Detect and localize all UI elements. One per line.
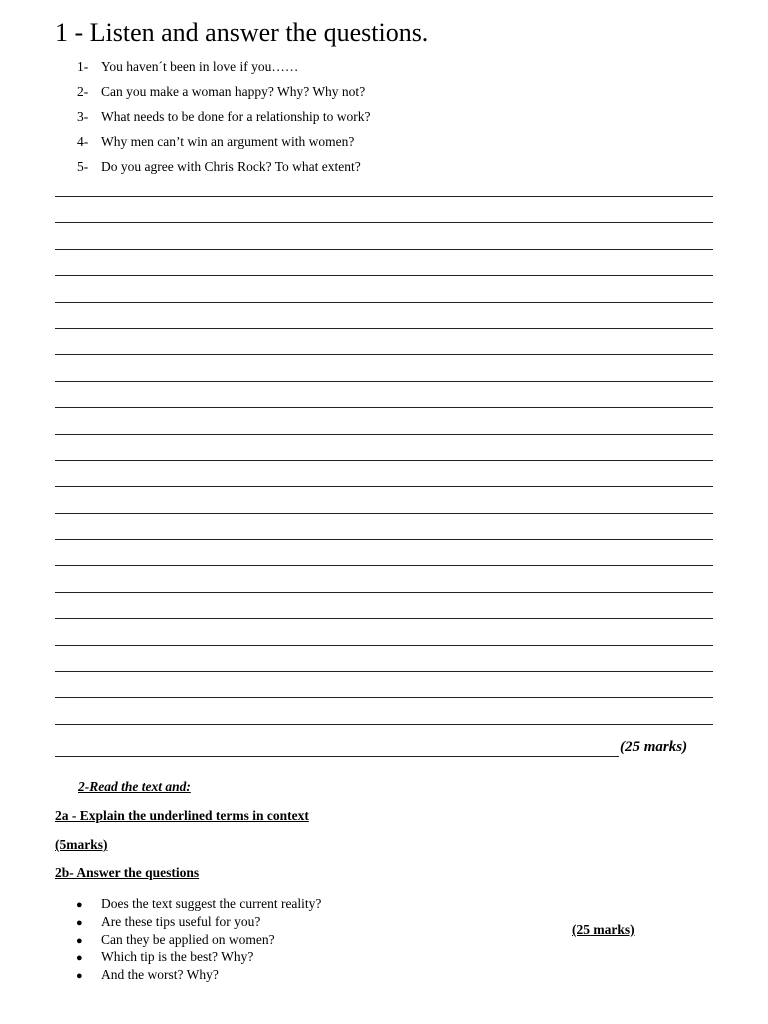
answer-line [55, 222, 713, 248]
question-number: 2- [77, 84, 89, 99]
question-item [77, 82, 371, 107]
bullet-text: Which tip is the best? Why? [101, 949, 254, 965]
answer-line [55, 275, 713, 301]
question-item [77, 157, 371, 182]
section-2a-heading: 2a - Explain the underlined terms in context [55, 808, 309, 823]
answer-line [55, 486, 713, 512]
section-2a-marks: (5marks) [55, 837, 108, 852]
answer-line [55, 697, 713, 723]
bullet-icon: ● [76, 934, 83, 947]
bullet-text: Can they be applied on women? [101, 931, 275, 947]
question-item [77, 57, 371, 82]
answer-line [55, 460, 713, 486]
answer-line [55, 249, 713, 275]
answer-lines [55, 196, 713, 750]
question-text: What needs to be done for a relationship to work? [101, 109, 371, 124]
question-item [77, 132, 371, 157]
section-1-title: 1 - Listen and answer the questions. [55, 18, 429, 47]
list-item [76, 931, 321, 949]
question-text: Do you agree with Chris Rock? To what extent? [101, 159, 361, 174]
question-list [77, 57, 371, 182]
bullet-text: Does the text suggest the current reality? [101, 896, 322, 911]
bullet-text: Are these tips useful for you? [101, 913, 261, 929]
answer-line [55, 328, 713, 354]
answer-line [55, 645, 713, 671]
answer-line-final [55, 756, 619, 757]
answer-line [55, 513, 713, 539]
answer-line [55, 592, 713, 618]
bullet-icon: ● [76, 952, 83, 965]
answer-line [55, 434, 713, 460]
question-number: 4- [77, 134, 89, 149]
answer-line [55, 671, 713, 697]
answer-line [55, 196, 713, 222]
list-item [76, 895, 321, 913]
section-1-marks: (25 marks) [620, 739, 688, 755]
bullet-icon: ● [76, 970, 83, 983]
question-number: 3- [77, 109, 89, 124]
answer-line [55, 354, 713, 380]
question-text: Can you make a woman happy? Why? Why not? [101, 84, 366, 99]
answer-line [55, 565, 713, 591]
bullet-icon: ● [76, 899, 83, 911]
section-2-title: 2-Read the text and: [78, 779, 191, 794]
answer-line [55, 618, 713, 644]
answer-line [55, 381, 713, 407]
answer-line [55, 539, 713, 565]
question-item [77, 107, 371, 132]
answer-line [55, 724, 713, 750]
question-text: Why men can’t win an argument with women? [101, 134, 355, 149]
section-2-marks: (25 marks) [572, 922, 635, 937]
list-item [76, 966, 321, 984]
bullet-icon: ● [76, 916, 83, 929]
answer-line [55, 407, 713, 433]
list-item [76, 913, 321, 931]
question-text: You haven´t been in love if you…… [101, 59, 299, 74]
bullet-text: And the worst? Why? [101, 967, 219, 983]
section-2b-heading: 2b- Answer the questions [55, 865, 200, 880]
answer-line [55, 302, 713, 328]
bullet-list [76, 895, 321, 984]
list-item [76, 948, 321, 966]
question-number: 5- [77, 159, 89, 174]
question-number: 1- [77, 59, 89, 74]
